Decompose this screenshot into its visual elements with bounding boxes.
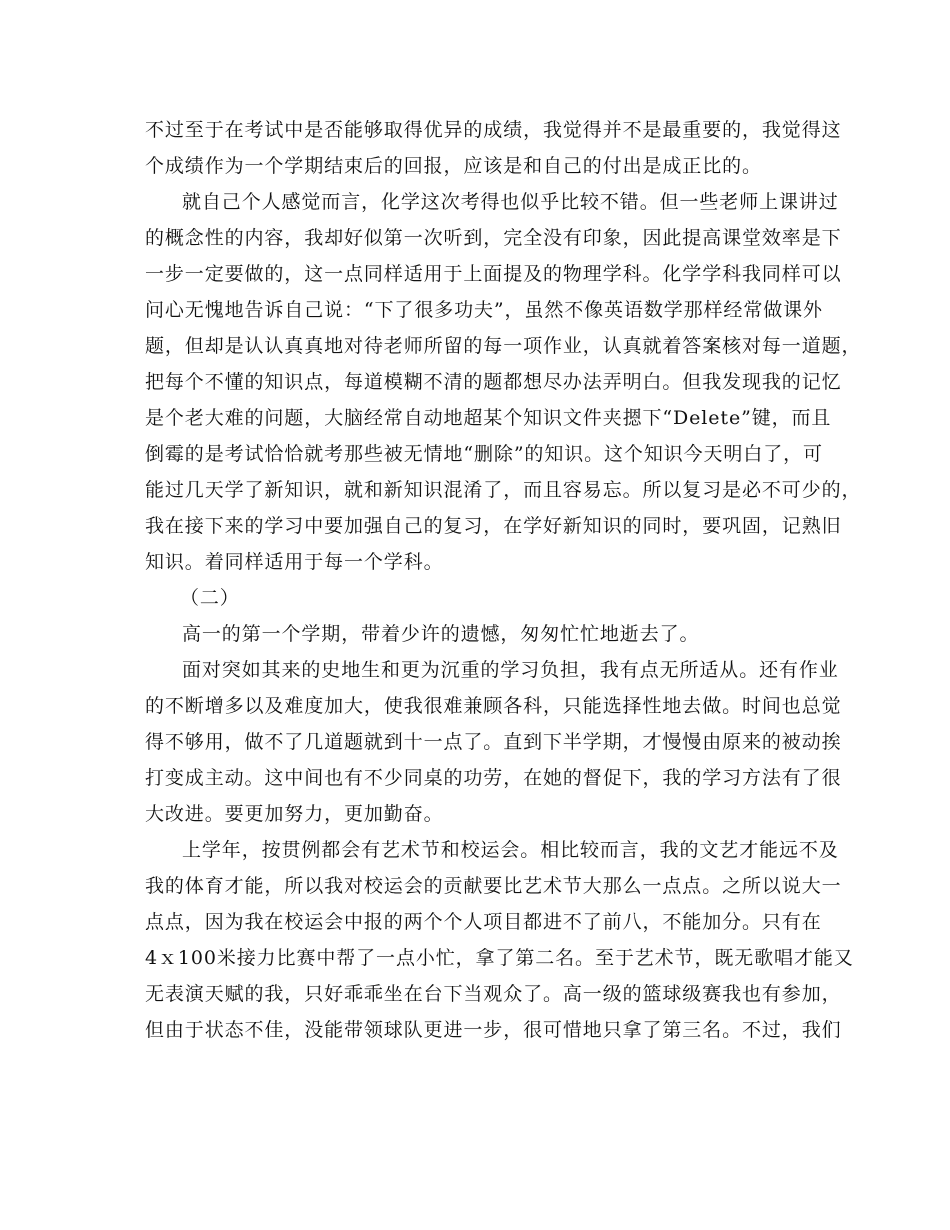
paragraph-line-26: 但由于状态不佳，没能带领球队更进一步，很可惜地只拿了第三名。不过，我们	[145, 1019, 842, 1041]
section-heading: （二）	[180, 587, 240, 609]
paragraph-line-20: 大改进。要更加努力，更加勤奋。	[145, 803, 444, 825]
paragraph-line-3: 就自己个人感觉而言，化学这次考得也似乎比较不错。但一些老师上课讲过	[182, 191, 839, 213]
paragraph-line-15: 高一的第一个学期，带着少许的遗憾，匆匆忙忙地逝去了。	[182, 623, 700, 645]
paragraph-line-16: 面对突如其来的史地生和更为沉重的学习负担，我有点无所适从。还有作业	[182, 659, 839, 681]
paragraph-line-10: 倒霉的是考试恰恰就考那些被无情地“删除”的知识。这个知识今天明白了，可	[145, 443, 823, 465]
paragraph-line-2: 个成绩作为一个学期结束后的回报，应该是和自己的付出是成正比的。	[145, 155, 762, 177]
paragraph-line-23: 点点，因为我在校运会中报的两个个人项目都进不了前八，不能加分。只有在	[145, 911, 822, 933]
paragraph-line-21: 上学年，按贯例都会有艺术节和校运会。相比较而言，我的文艺才能远不及	[182, 839, 839, 861]
paragraph-line-11: 能过几天学了新知识，就和新知识混淆了，而且容易忘。所以复习是必不可少的，	[145, 479, 862, 501]
paragraph-line-5: 一步一定要做的，这一点同样适用于上面提及的物理学科。化学学科我同样可以	[145, 263, 842, 285]
paragraph-line-18: 得不够用，做不了几道题就到十一点了。直到下半学期，才慢慢由原来的被动挨	[145, 731, 842, 753]
paragraph-line-8: 把每个不懂的知识点，每道模糊不清的题都想尽办法弄明白。但我发现我的记忆	[145, 371, 842, 393]
paragraph-line-1: 不过至于在考试中是否能够取得优异的成绩，我觉得并不是最重要的，我觉得这	[145, 119, 842, 141]
paragraph-line-19: 打变成主动。这中间也有不少同桌的功劳，在她的督促下，我的学习方法有了很	[145, 767, 842, 789]
paragraph-line-9: 是个老大难的问题，大脑经常自动地超某个知识文件夹摁下“Delete”键，而且	[145, 407, 832, 429]
paragraph-line-22: 我的体育才能，所以我对校运会的贡献要比艺术节大那么一点点。之所以说大一	[145, 875, 842, 897]
paragraph-line-17: 的不断增多以及难度加大，使我很难兼顾各科，只能选择性地去做。时间也总觉	[145, 695, 842, 717]
paragraph-line-7: 题，但却是认认真真地对待老师所留的每一项作业，认真就着答案核对每一道题，	[145, 335, 862, 357]
paragraph-line-24: 4ｘ100米接力比赛中帮了一点小忙，拿了第二名。至于艺术节，既无歌唱才能又	[145, 947, 854, 969]
paragraph-line-4: 的概念性的内容，我却好似第一次听到，完全没有印象，因此提高课堂效率是下	[145, 227, 842, 249]
paragraph-line-25: 无表演天赋的我，只好乖乖坐在台下当观众了。高一级的篮球级赛我也有参加，	[145, 983, 842, 1005]
paragraph-line-6: 问心无愧地告诉自己说：“下了很多功夫”，虽然不像英语数学那样经常做课外	[145, 299, 823, 321]
paragraph-line-13: 知识。着同样适用于每一个学科。	[145, 551, 444, 573]
paragraph-line-12: 我在接下来的学习中要加强自己的复习，在学好新知识的同时，要巩固，记熟旧	[145, 515, 842, 537]
